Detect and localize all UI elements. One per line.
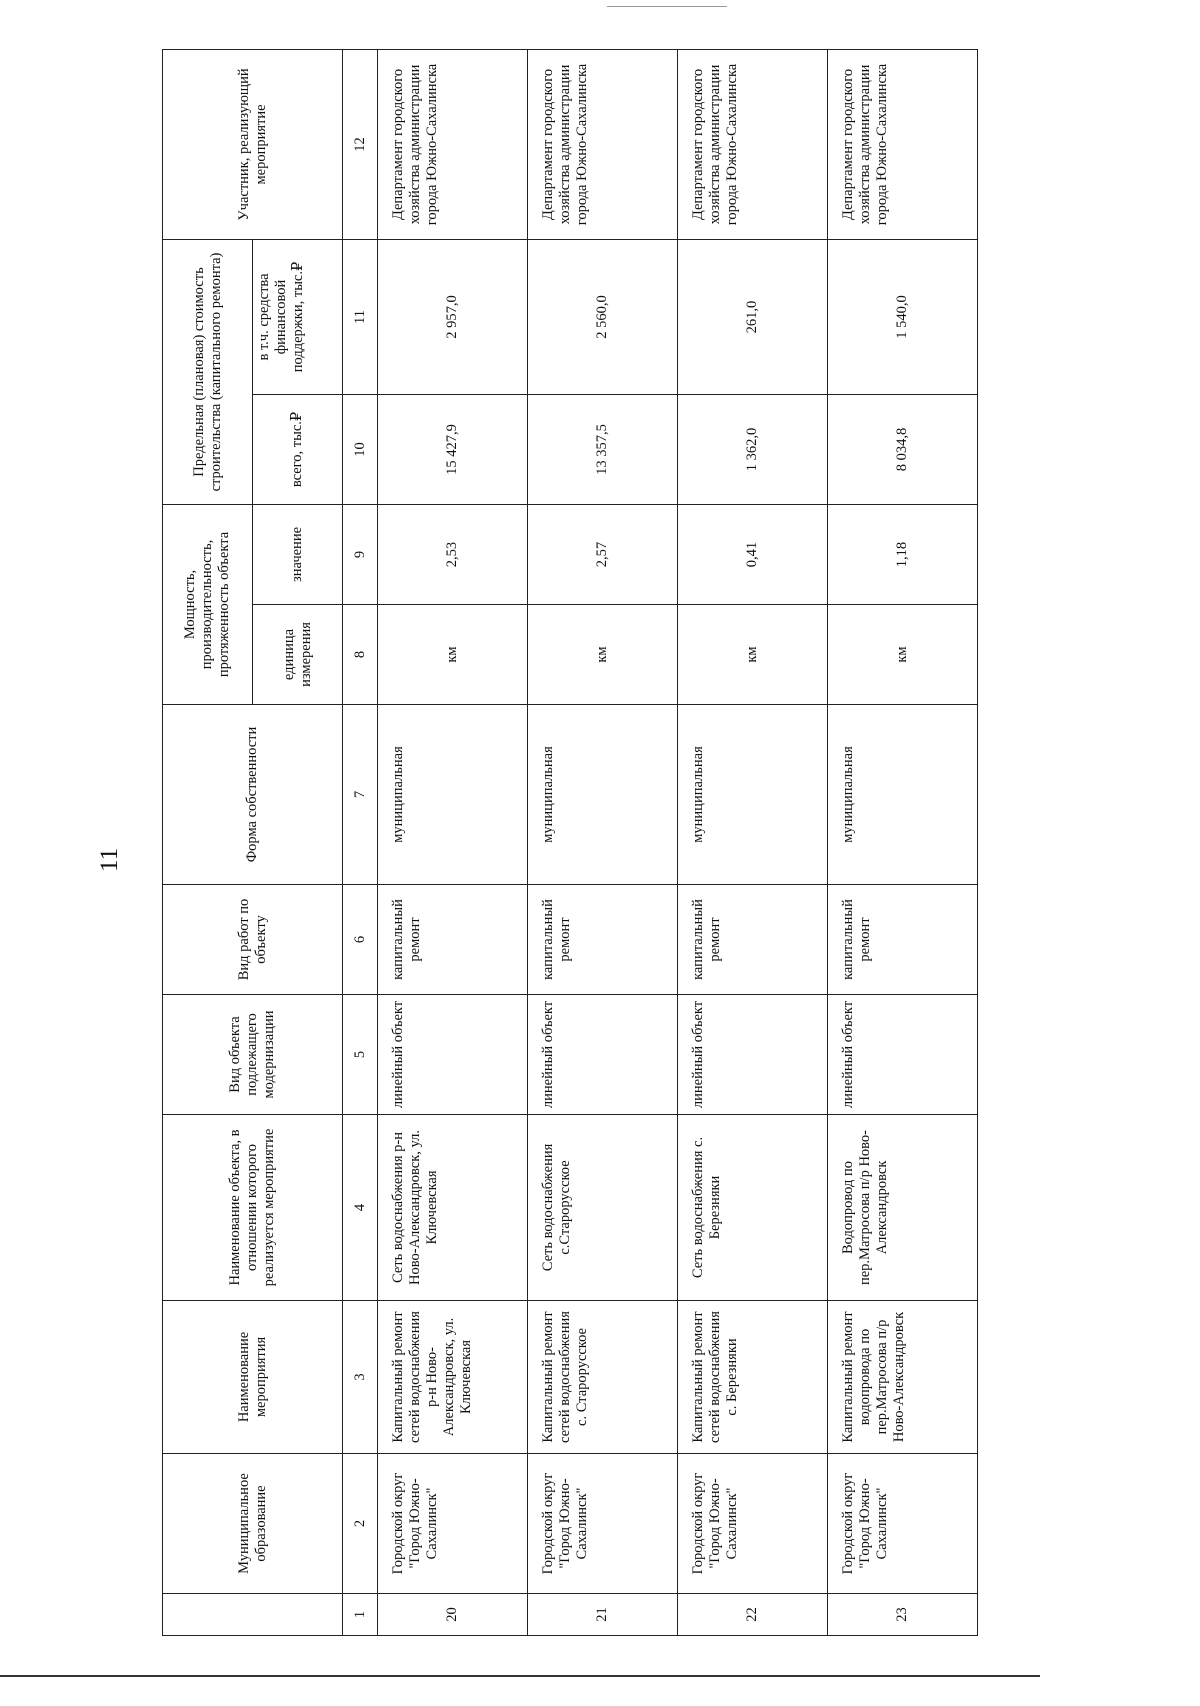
header-object: Наименование объекта, в отношении которого реализуется мероприятие xyxy=(163,1115,343,1301)
work-type-cell: капитальный ремонт xyxy=(528,885,678,995)
object-cell: Водопровод по пер.Матросова п/р Ново-Александровск xyxy=(828,1115,978,1301)
table-row xyxy=(678,50,828,1636)
column-number: 1 xyxy=(343,1594,378,1636)
column-number: 8 xyxy=(343,605,378,705)
header-measure: Наименование мероприятия xyxy=(163,1301,343,1454)
measure-cell: Капитальный ремонт сетей водоснабжения с. Березняки xyxy=(678,1301,828,1454)
header-work-type: Вид работ по объекту xyxy=(163,885,343,995)
header-unit: единица измерения xyxy=(253,605,343,705)
header-ownership: Форма собственности xyxy=(163,705,343,885)
header-row xyxy=(163,50,253,1636)
value-cell: 2,57 xyxy=(528,505,678,605)
table-container xyxy=(162,50,977,1636)
municipality-cell: Городской округ "Город Южно-Сахалинск" xyxy=(828,1454,978,1594)
scan-artifact-line xyxy=(607,6,727,7)
unit-cell: км xyxy=(528,605,678,705)
municipality-cell: Городской округ "Город Южно-Сахалинск" xyxy=(378,1454,528,1594)
object-type-cell: линейный объект xyxy=(528,995,678,1115)
work-type-cell: капитальный ремонт xyxy=(828,885,978,995)
row-number: 23 xyxy=(828,1594,978,1636)
row-number: 20 xyxy=(378,1594,528,1636)
column-number: 6 xyxy=(343,885,378,995)
measure-cell: Капитальный ремонт водопровода по пер.Матросова п/р Ново-Александровск xyxy=(828,1301,978,1454)
municipality-cell: Городской округ "Город Южно-Сахалинск" xyxy=(678,1454,828,1594)
total-cost-cell: 8 034,8 xyxy=(828,395,978,505)
measures-table xyxy=(162,49,978,1636)
header-object-type: Вид объекта подлежащего модернизации xyxy=(163,995,343,1115)
column-number: 7 xyxy=(343,705,378,885)
object-cell: Сеть водоснабжения с. Березняки xyxy=(678,1115,828,1301)
object-type-cell: линейный объект xyxy=(828,995,978,1115)
header-col1 xyxy=(163,1594,343,1636)
row-number: 22 xyxy=(678,1594,828,1636)
participant-cell: Департамент городского хозяйства администрации города Южно-Сахалинска xyxy=(528,50,678,240)
header-cost: Предельная (плановая) стоимость строительства (капитального ремонта) xyxy=(163,240,253,505)
municipality-cell: Городской округ "Город Южно-Сахалинск" xyxy=(528,1454,678,1594)
table-row xyxy=(828,50,978,1636)
ownership-cell: муниципальная xyxy=(528,705,678,885)
ownership-cell: муниципальная xyxy=(828,705,978,885)
value-cell: 1,18 xyxy=(828,505,978,605)
page-number: 11 xyxy=(96,847,123,872)
column-number: 5 xyxy=(343,995,378,1115)
value-cell: 2,53 xyxy=(378,505,528,605)
unit-cell: км xyxy=(378,605,528,705)
object-type-cell: линейный объект xyxy=(678,995,828,1115)
header-support: в т.ч. средства финансовой поддержки, тыс.₽ xyxy=(253,240,343,395)
row-number: 21 xyxy=(528,1594,678,1636)
ownership-cell: муниципальная xyxy=(378,705,528,885)
unit-cell: км xyxy=(828,605,978,705)
header-participant: Участник, реализующий мероприятие xyxy=(163,50,343,240)
table-row xyxy=(378,50,528,1636)
participant-cell: Департамент городского хозяйства администрации города Южно-Сахалинска xyxy=(828,50,978,240)
support-cost-cell: 2 560,0 xyxy=(528,240,678,395)
value-cell: 0,41 xyxy=(678,505,828,605)
total-cost-cell: 15 427,9 xyxy=(378,395,528,505)
column-number: 2 xyxy=(343,1454,378,1594)
measure-cell: Капитальный ремонт сетей водоснабжения с. Старорусское xyxy=(528,1301,678,1454)
scan-bottom-edge xyxy=(0,1675,1040,1677)
participant-cell: Департамент городского хозяйства администрации города Южно-Сахалинска xyxy=(678,50,828,240)
column-number: 10 xyxy=(343,395,378,505)
header-municipality: Муниципальное образование xyxy=(163,1454,343,1594)
measure-cell: Капитальный ремонт сетей водоснабжения р-н Ново-Александровск, ул. Ключевская xyxy=(378,1301,528,1454)
column-number: 9 xyxy=(343,505,378,605)
column-number: 4 xyxy=(343,1115,378,1301)
column-numbers-row xyxy=(343,50,378,1636)
total-cost-cell: 1 362,0 xyxy=(678,395,828,505)
column-number: 3 xyxy=(343,1301,378,1454)
object-type-cell: линейный объект xyxy=(378,995,528,1115)
ownership-cell: муниципальная xyxy=(678,705,828,885)
header-capacity: Мощность, производительность, протяженность объекта xyxy=(163,505,253,705)
support-cost-cell: 261,0 xyxy=(678,240,828,395)
work-type-cell: капитальный ремонт xyxy=(378,885,528,995)
total-cost-cell: 13 357,5 xyxy=(528,395,678,505)
column-number: 12 xyxy=(343,50,378,240)
object-cell: Сеть водоснабжения р-н Ново-Александровск, ул. Ключевская xyxy=(378,1115,528,1301)
work-type-cell: капитальный ремонт xyxy=(678,885,828,995)
header-total: всего, тыс.₽ xyxy=(253,395,343,505)
support-cost-cell: 1 540,0 xyxy=(828,240,978,395)
unit-cell: км xyxy=(678,605,828,705)
table-row xyxy=(528,50,678,1636)
header-value: значение xyxy=(253,505,343,605)
column-number: 11 xyxy=(343,240,378,395)
participant-cell: Департамент городского хозяйства администрации города Южно-Сахалинска xyxy=(378,50,528,240)
object-cell: Сеть водоснабжения с.Старорусское xyxy=(528,1115,678,1301)
support-cost-cell: 2 957,0 xyxy=(378,240,528,395)
